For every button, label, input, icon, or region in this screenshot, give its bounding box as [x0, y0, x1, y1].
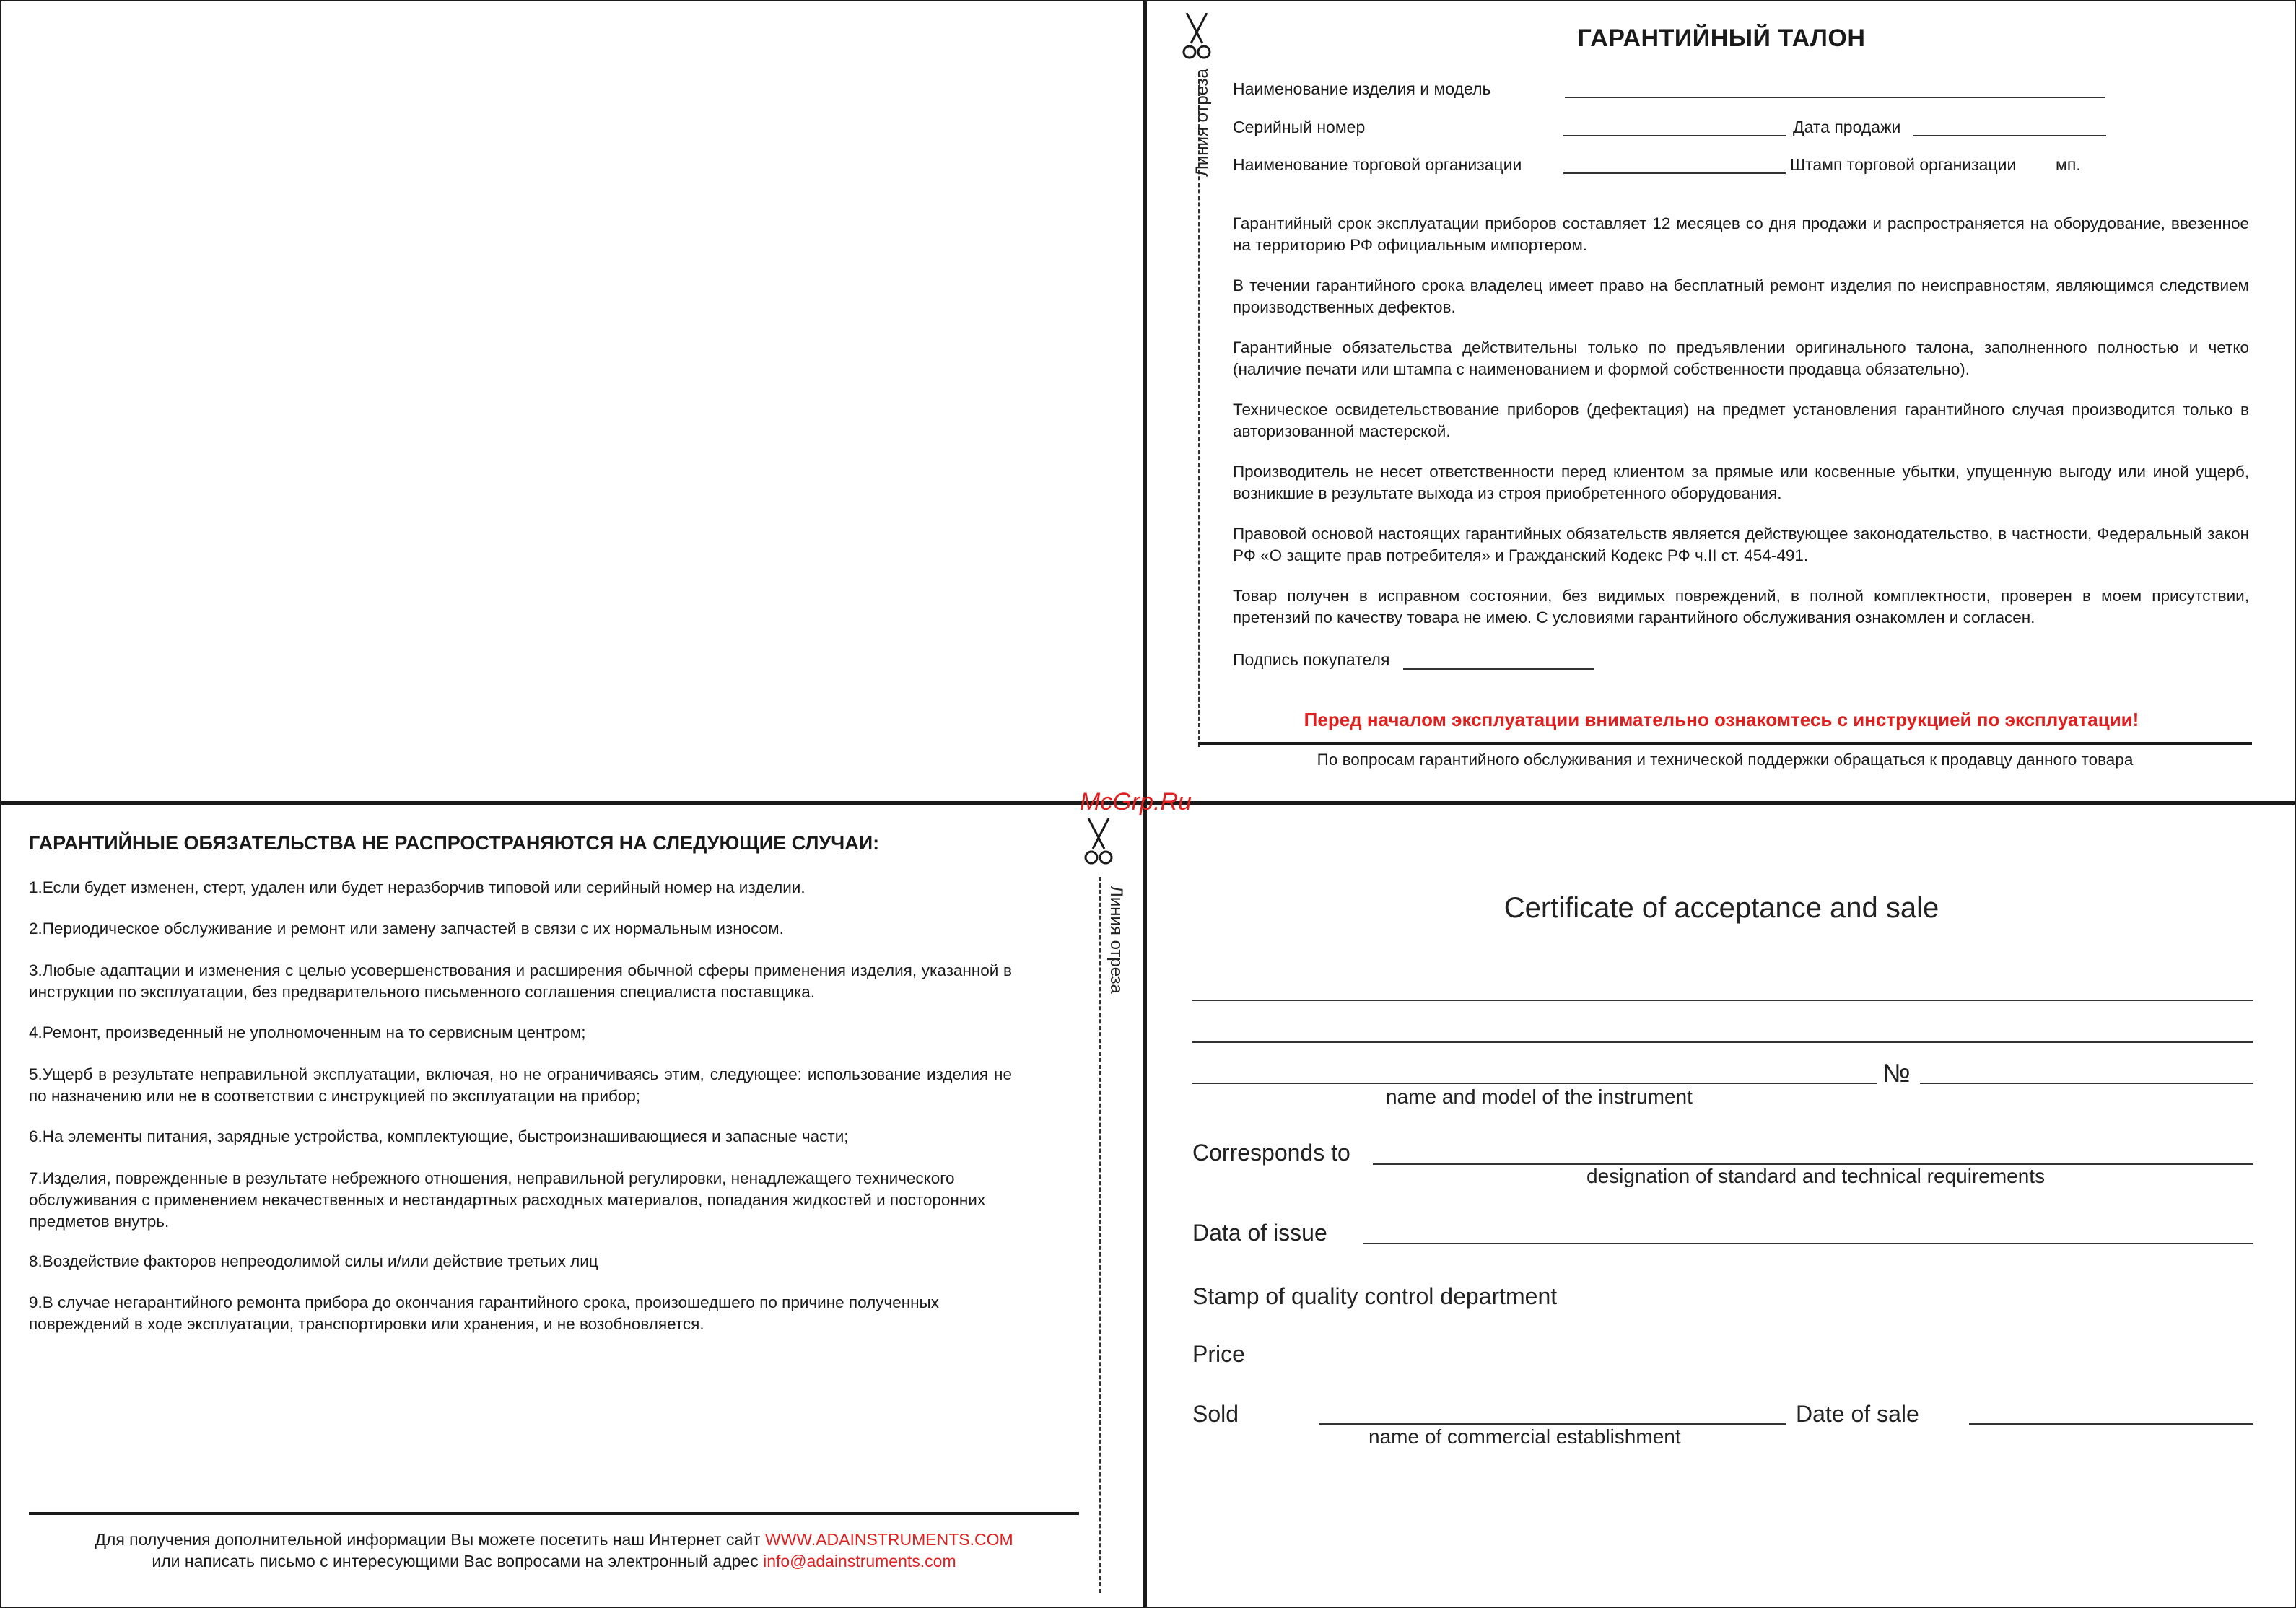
cut-line-label: Линия отреза — [1106, 886, 1126, 994]
exclusion-item: 9.В случае негарантийного ремонта прибора до окончания гарантийного срока, произошедшего по причине полученных повреждений в ходе эксплуатации, транспортировки или хранения, и не возобновляется. — [29, 1293, 939, 1333]
corresponds-to-label: Corresponds to — [1192, 1140, 1350, 1166]
sold-line[interactable] — [1319, 1423, 1786, 1425]
date-of-sale-line[interactable] — [1969, 1423, 2253, 1425]
number-sign: № — [1882, 1058, 1911, 1088]
serial-number-label: Серийный номер — [1233, 118, 1366, 136]
warranty-footer-rule — [1198, 742, 2252, 745]
sold-label: Sold — [1192, 1401, 1239, 1427]
warranty-paragraph: Производитель не несет ответственности перед клиентом за прямые или косвенные убытки, упущенную выгоду или иной ущерб, возникшие в результате выхода из строя приобретенного оборудования. — [1233, 463, 2249, 502]
sale-date-label: Дата продажи — [1793, 118, 1901, 136]
warranty-paragraph: Гарантийный срок эксплуатации приборов составляет 12 месяцев со дня продажи и распространяется на оборудование, ввезенное на территорию РФ официальным импортером. — [1233, 214, 2249, 254]
commercial-caption: name of commercial establishment — [1369, 1425, 1681, 1448]
stamp-qc-label: Stamp of quality control department — [1192, 1283, 1558, 1309]
warranty-paragraph: В течении гарантийного срока владелец имеет право на бесплатный ремонт изделия по неисправностям, являющимся следствием производственных дефектов. — [1233, 276, 2249, 316]
trade-org-line[interactable] — [1563, 172, 1786, 174]
sale-date-line[interactable] — [1913, 135, 2106, 136]
product-name-label: Наименование изделия и модель — [1233, 79, 1491, 98]
warranty-paragraph: Гарантийные обязательства действительны только по предъявлении оригинального талона, заполненного полностью и четко (наличие печати или штампа с наименованием и формой собственности продавца обязательно). — [1233, 338, 2249, 378]
name-model-caption: name and model of the instrument — [1386, 1085, 1693, 1108]
contact-footer — [29, 1529, 1079, 1572]
product-name-line[interactable] — [1565, 97, 2105, 98]
certificate-title: Certificate of acceptance and sale — [1503, 892, 1939, 924]
data-of-issue-label: Data of issue — [1192, 1220, 1327, 1246]
warranty-paragraph: Товар получен в исправном состоянии, без видимых повреждений, в полной комплектности, проверен в моем присутствии, претензий по качеству товара не имею. С условиями гарантийного обслуживания ознакомлен и согласен. — [1233, 587, 2249, 626]
certificate-blank-line[interactable] — [1192, 1000, 2253, 1001]
exclusion-item: 5.Ущерб в результате неправильной эксплуатации, включая, но не ограничиваясь этим, следующее: использование изделия не по назначению или не в соответствии с инструкцией по эксплуатации на прибор; — [29, 1065, 1012, 1105]
exclusions-footer-rule — [29, 1512, 1079, 1515]
instruction-warning: Перед началом эксплуатации внимательно ознакомтесь с инструкцией по эксплуатации! — [1304, 709, 2139, 730]
designation-caption: designation of standard and technical requirements — [1586, 1165, 2046, 1187]
mp-label: мп. — [2056, 155, 2081, 174]
exclusion-item: 4.Ремонт, произведенный не уполномоченным на то сервисным центром; — [29, 1023, 586, 1041]
certificate-blank-line[interactable] — [1192, 1041, 2253, 1043]
watermark: McGrp.Ru — [1080, 788, 1192, 816]
website-link[interactable]: WWW.ADAINSTRUMENTS.COM — [764, 1530, 1013, 1549]
number-line[interactable] — [1920, 1083, 2253, 1084]
contact-line-2 — [29, 1550, 1079, 1572]
contact-text-site: Для получения дополнительной информации Вы можете посетить наш Интернет сайт — [95, 1530, 761, 1549]
warranty-title: ГАРАНТИЙНЫЙ ТАЛОН — [1577, 25, 1866, 52]
warranty-footer: По вопросам гарантийного обслуживания и технической поддержки обращаться к продавцу данного товара — [1317, 751, 2134, 769]
date-of-sale-label: Date of sale — [1796, 1401, 1919, 1427]
contact-line-1 — [29, 1529, 1079, 1550]
warranty-paragraph: Правовой основой настоящих гарантийных обязательств является действующее законодательство, в частности, Федеральный закон РФ «О защите прав потребителя» и Гражданский Кодекс РФ ч.II ст. 454-491. — [1233, 525, 2249, 564]
cut-line-label: Линия отреза — [1192, 69, 1212, 177]
name-model-line[interactable] — [1192, 1083, 1877, 1084]
exclusions-heading: ГАРАНТИЙНЫЕ ОБЯЗАТЕЛЬСТВА НЕ РАСПРОСТРАНЯЮТСЯ НА СЛЕДУЮЩИЕ СЛУЧАИ: — [29, 832, 880, 854]
exclusion-item: 2.Периодическое обслуживание и ремонт или замену запчастей в связи с их нормальным износом. — [29, 919, 784, 938]
exclusion-item: 6.На элементы питания, зарядные устройства, комплектующие, быстроизнашивающиеся и запасные части; — [29, 1127, 849, 1145]
exclusion-item: 7.Изделия, поврежденные в результате небрежного отношения, неправильной регулировки, ненадлежащего технического обслуживания с применением некачественных и нестандартных расходных материалов, попадания жидкостей и посторонних предметов внутрь. — [29, 1169, 986, 1231]
exclusion-item: 3.Любые адаптации и изменения с целью усовершенствования и расширения обычной сферы применения изделия, указанной в инструкции по эксплуатации, без предварительного письменного соглашения специалиста поставщика. — [29, 961, 1012, 1001]
signature-line[interactable] — [1403, 668, 1594, 670]
cut-line — [1099, 877, 1101, 1593]
exclusion-item: 1.Если будет изменен, стерт, удален или будет неразборчив типовой или серийный номер на изделии. — [29, 878, 806, 896]
trade-org-label: Наименование торговой организации — [1233, 155, 1522, 174]
warranty-paragraph: Техническое освидетельствование приборов (дефектация) на предмет установления гарантийного случая производится только в авторизованной мастерской. — [1233, 401, 2249, 440]
signature-label: Подпись покупателя — [1233, 650, 1390, 669]
serial-number-line[interactable] — [1563, 135, 1786, 136]
scissors-icon — [1083, 818, 1114, 865]
contact-text-email: или написать письмо с интересующими Вас вопросами на электронный адрес — [152, 1552, 759, 1570]
data-of-issue-line[interactable] — [1363, 1243, 2253, 1244]
exclusion-item: 8.Воздействие факторов непреодолимой силы и/или действие третьих лиц — [29, 1252, 598, 1270]
stamp-label: Штамп торговой организации — [1790, 155, 2017, 174]
price-label: Price — [1192, 1341, 1245, 1367]
email-link[interactable]: info@adainstruments.com — [763, 1552, 956, 1570]
